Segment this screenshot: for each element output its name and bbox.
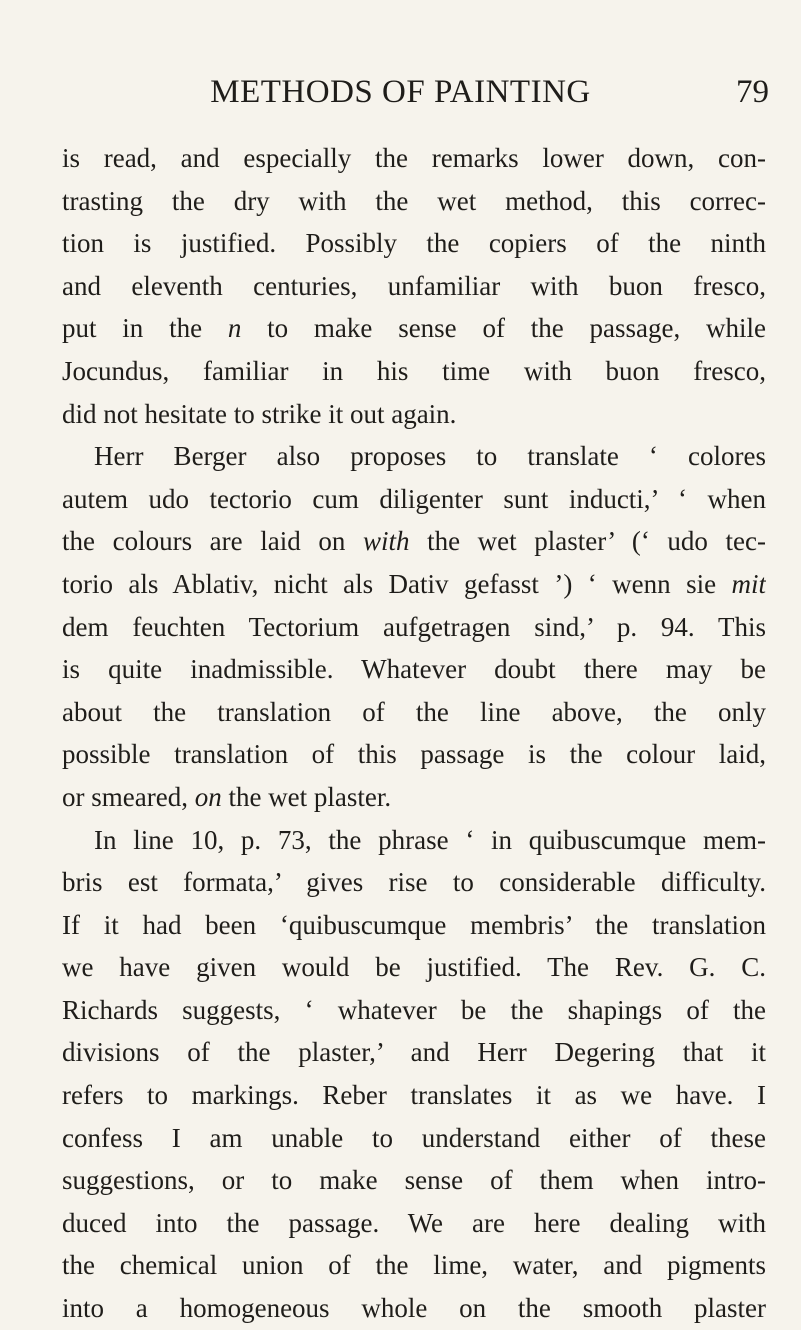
page-number: 79 bbox=[736, 74, 769, 110]
line-text: suggestions, or to make sense of them when intro- bbox=[62, 1165, 766, 1196]
text-line bbox=[62, 1117, 766, 1160]
line-text: Richards suggests, ‘ whatever be the shapings of the bbox=[62, 994, 766, 1025]
line-text: bris est formata,’ gives rise to considerable difficulty. bbox=[62, 867, 766, 898]
text-line bbox=[62, 946, 766, 989]
italic-word: on bbox=[194, 781, 222, 812]
running-title: METHODS OF PAINTING bbox=[210, 74, 591, 110]
text-line bbox=[62, 1244, 766, 1287]
text-line bbox=[62, 819, 766, 862]
text-line bbox=[62, 563, 766, 606]
body-text bbox=[62, 137, 766, 1330]
text-line bbox=[62, 222, 766, 265]
text-line bbox=[62, 733, 766, 776]
line-text: the chemical union of the lime, water, and pigments bbox=[62, 1250, 766, 1281]
text-line bbox=[62, 307, 766, 350]
text-line bbox=[62, 435, 766, 478]
text-line bbox=[62, 350, 766, 393]
text-line bbox=[62, 265, 766, 308]
text-line bbox=[62, 1031, 766, 1074]
line-text: to make sense of the passage, while bbox=[241, 313, 766, 344]
line-text: possible translation of this passage is the colour laid, bbox=[62, 739, 766, 770]
page-header bbox=[0, 74, 801, 118]
line-text: autem udo tectorio cum diligenter sunt inducti,’ ‘ when bbox=[62, 483, 766, 514]
line-text: is read, and especially the remarks lower down, con- bbox=[62, 143, 766, 173]
line-text: the wet plaster. bbox=[221, 781, 392, 812]
line-text: and eleventh centuries, unfamiliar with buon fresco, bbox=[62, 270, 766, 301]
text-line bbox=[62, 648, 766, 691]
line-text: Herr Berger also proposes to translate ‘ colores bbox=[94, 441, 766, 472]
text-line bbox=[62, 1287, 766, 1330]
text-line bbox=[62, 904, 766, 947]
line-text: refers to markings. Reber translates it as we have. I bbox=[62, 1080, 766, 1111]
text-line bbox=[62, 1202, 766, 1245]
italic-word: mit bbox=[731, 568, 766, 599]
line-text: dem feuchten Tectorium aufgetragen sind,’ p. 94. This bbox=[62, 611, 766, 642]
text-line bbox=[62, 520, 766, 563]
line-text: the wet plaster’ (‘ udo tec- bbox=[409, 526, 766, 557]
italic-word: n bbox=[227, 313, 242, 344]
line-text: confess I am unable to understand either of these bbox=[62, 1122, 766, 1153]
line-text: into a homogeneous whole on the smooth plaster bbox=[62, 1293, 766, 1324]
text-line bbox=[62, 393, 766, 436]
line-text: put in the bbox=[62, 313, 228, 344]
line-text: or smeared, bbox=[62, 781, 195, 812]
text-line bbox=[62, 1159, 766, 1202]
text-line bbox=[62, 691, 766, 734]
line-text: we have given would be justified. The Rev. G. C. bbox=[62, 952, 766, 983]
line-text: In line 10, p. 73, the phrase ‘ in quibuscumque mem- bbox=[94, 824, 766, 855]
text-line bbox=[62, 861, 766, 904]
line-text: duced into the passage. We are here dealing with bbox=[62, 1207, 766, 1238]
line-text: trasting the dry with the wet method, this correc- bbox=[62, 185, 766, 216]
text-line bbox=[62, 137, 766, 180]
line-text: Jocundus, familiar in his time with buon fresco, bbox=[62, 355, 766, 386]
text-line bbox=[62, 478, 766, 521]
line-text: tion is justified. Possibly the copiers of the ninth bbox=[62, 228, 766, 259]
line-text: is quite inadmissible. Whatever doubt there may be bbox=[62, 654, 766, 685]
line-text: about the translation of the line above, the only bbox=[62, 696, 766, 727]
italic-word: with bbox=[362, 526, 410, 557]
line-text: the colours are laid on bbox=[62, 526, 363, 557]
text-line bbox=[62, 1074, 766, 1117]
text-line bbox=[62, 606, 766, 649]
text-line bbox=[62, 180, 766, 223]
line-text: divisions of the plaster,’ and Herr Degering that it bbox=[62, 1037, 766, 1068]
line-text: torio als Ablativ, nicht als Dativ gefasst ’) ‘ wenn sie bbox=[62, 568, 732, 599]
text-line bbox=[62, 989, 766, 1032]
line-text: did not hesitate to strike it out again. bbox=[62, 398, 457, 429]
text-line bbox=[62, 776, 766, 819]
line-text: If it had been ‘quibuscumque membris’ the translation bbox=[62, 909, 766, 940]
